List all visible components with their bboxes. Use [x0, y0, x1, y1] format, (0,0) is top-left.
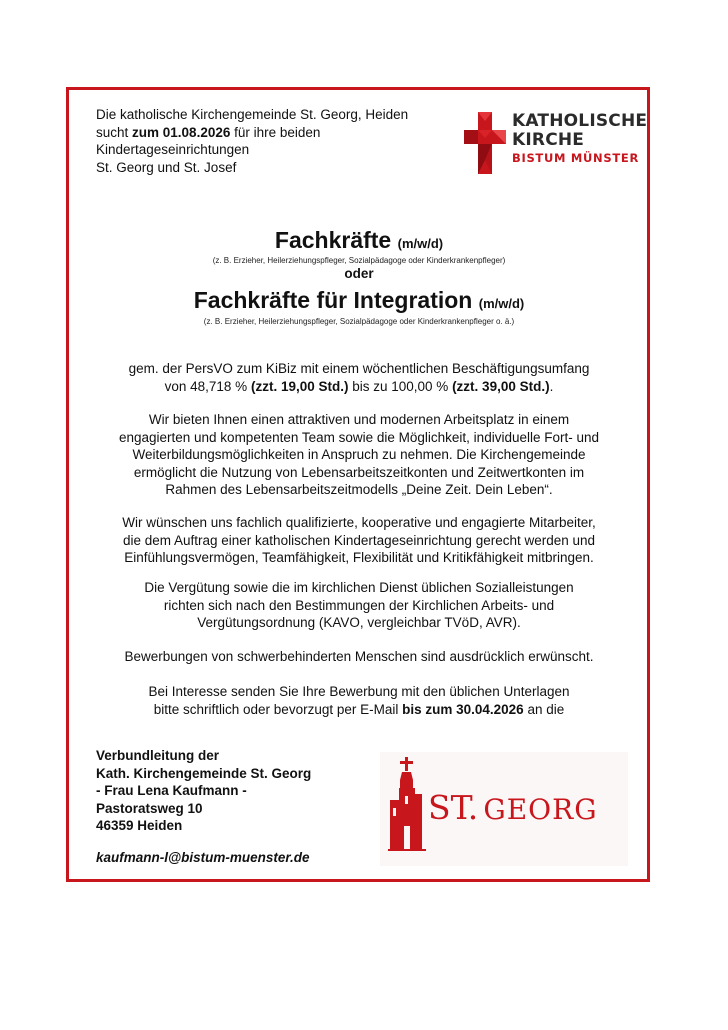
max-hours: (zzt. 39,00 Std.) [452, 378, 550, 394]
offer-line: Wir bieten Ihnen einen attraktiven und modernen Arbeitsplatz in einem [148, 412, 570, 427]
offer-line: Weiterbildungsmöglichkeiten in Anspruch zu nehmen. Die Kirchengemeinde [132, 447, 586, 463]
pay-line: richten sich nach den Bestimmungen der Kirchlichen Arbeits- und [163, 597, 555, 613]
st-georg-logo [380, 752, 628, 866]
contact-line: Verbundleitung der [96, 748, 220, 763]
min-hours: (zzt. 19,00 Std.) [250, 378, 349, 394]
pay-paragraph [70, 579, 648, 632]
heading-integration-suffix: (m/w/d) [478, 296, 525, 311]
wish-paragraph [70, 514, 648, 567]
st-georg-wordmark [428, 788, 598, 827]
katholische-kirche-logo [460, 111, 648, 176]
intro-line-3: Kindertageseinrichtungen [96, 142, 250, 157]
heading-fachkraefte-title: Fachkräfte [274, 227, 392, 253]
contact-line: 46359 Heiden [96, 818, 183, 834]
connector-oder: oder [344, 266, 374, 281]
intro-line-1: Die katholische Kirchengemeinde St. Georg, Heiden [96, 107, 409, 122]
intro-line-2-post: für ihre beiden [230, 124, 321, 140]
katholische-kirche-wordmark [512, 112, 647, 167]
offer-paragraph [70, 411, 648, 499]
intro-line-2 [96, 124, 456, 142]
contact-email[interactable]: kaufmann-l@bistum-muenster.de [96, 850, 310, 865]
start-date: zum 01.08.2026 [132, 124, 231, 140]
scope-line-1: gem. der PersVO zum KiBiz mit einem wöchentlichen Beschäftigungsumfang [128, 361, 590, 376]
intro-line-4: St. Georg und St. Josef [96, 159, 237, 175]
logo-word-kirche: KIRCHE [512, 130, 585, 150]
wish-line: die dem Auftrag einer katholischen Kindertageseinrichtung gerecht werden und [122, 532, 596, 548]
heading-integration-examples: (z. B. Erzieher, Heilerziehungspfleger, Sozialpädagoge oder Kinderkrankenpfleger o. ä.) [203, 317, 515, 326]
apply-line-1: Bei Interesse senden Sie Ihre Bewerbung mit den üblichen Unterlagen [148, 684, 570, 699]
heading-fachkraefte-examples: (z. B. Erzieher, Heilerziehungspfleger, Sozialpädagoge oder Kinderkrankenpfleger) [212, 256, 506, 265]
contact-line: - Frau Lena Kaufmann - [96, 783, 247, 799]
logo-word-st: ST. [428, 788, 479, 827]
heading-integration-title: Fachkräfte für Integration [193, 287, 473, 313]
intro-line-2-pre: sucht [96, 124, 133, 140]
scope-line-2: von 48,718 % (zzt. 19,00 Std.) bis zu 100,00 % (zzt. 39,00 Std.). [164, 378, 554, 394]
contact-line: Pastoratsweg 10 [96, 800, 203, 816]
apply-paragraph [70, 683, 648, 718]
disabled-applicants-note: Bewerbungen von schwerbehinderten Menschen sind ausdrücklich erwünscht. [124, 649, 594, 664]
offer-line: engagierten und kompetenten Team sowie die Möglichkeit, individuelle Fort- und [118, 429, 600, 445]
contact-line: Kath. Kirchengemeinde St. Georg [96, 765, 312, 781]
logo-word-katholische: KATHOLISCHE [512, 111, 648, 131]
cross-logo-icon [460, 112, 508, 174]
intro-text [96, 106, 456, 176]
wish-line: Einfühlungsvermögen, Teamfähigkeit, Flexibilität und Kritikfähigkeit mitbringen. [124, 550, 594, 566]
heading-fachkraefte-suffix: (m/w/d) [397, 236, 444, 251]
heading-fachkraefte [70, 227, 648, 257]
heading-integration [70, 287, 648, 317]
scope-paragraph [70, 360, 648, 395]
contact-address [96, 747, 311, 835]
logo-word-bistum: BISTUM MÜNSTER [512, 151, 640, 165]
deadline: bis zum 30.04.2026 [402, 701, 524, 717]
pay-line: Vergütungsordnung (KAVO, vergleichbar TVöD, AVR). [197, 615, 521, 631]
wish-line: Wir wünschen uns fachlich qualifizierte, kooperative und engagierte Mitarbeiter, [122, 515, 596, 530]
apply-line-2: bitte schriftlich oder bevorzugt per E-Mail bis zum 30.04.2026 an die [153, 701, 565, 717]
offer-line: Rahmen des Lebensarbeitszeitmodells „Deine Zeit. Dein Leben“. [165, 482, 553, 498]
logo-word-georg: GEORG [483, 793, 598, 826]
offer-line: ermöglicht die Nutzung von Lebensarbeitszeitkonten und Zeitwertkonten im [133, 464, 585, 480]
pay-line: Die Vergütung sowie die im kirchlichen Dienst üblichen Sozialleistungen [144, 580, 574, 595]
